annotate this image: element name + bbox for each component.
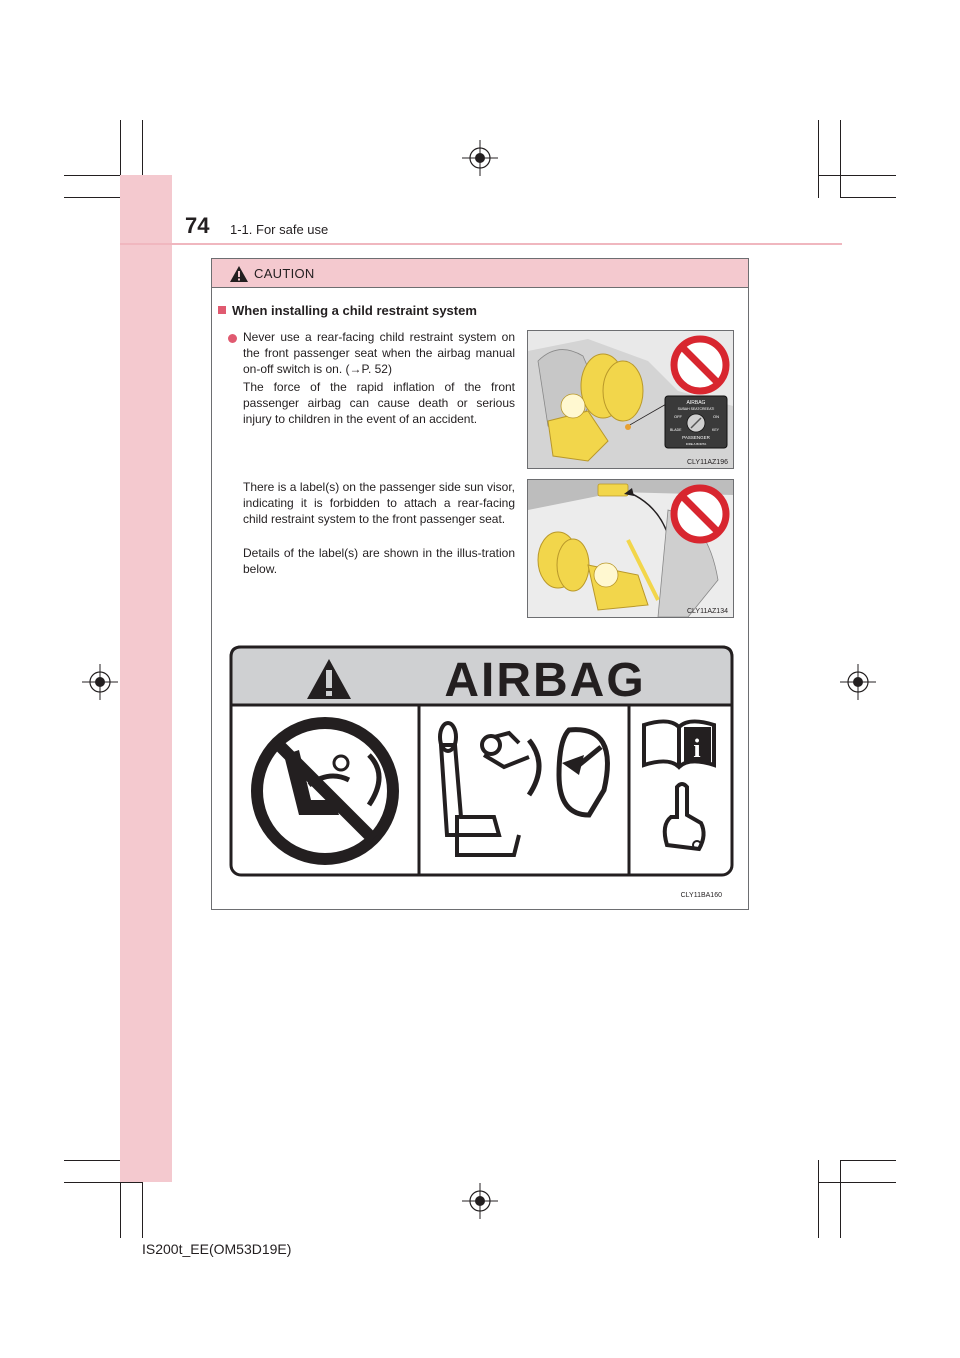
airbag-switch-illustration bbox=[527, 330, 734, 469]
header-divider bbox=[120, 243, 842, 245]
square-bullet-icon bbox=[218, 306, 226, 314]
svg-text:BLADE: BLADE bbox=[670, 428, 682, 432]
airbag-switch-drawing bbox=[528, 331, 733, 468]
svg-text:AIRBAG: AIRBAG bbox=[686, 400, 706, 406]
page-number: 74 bbox=[185, 213, 210, 238]
sun-visor-illustration bbox=[527, 479, 734, 618]
airbag-label-title: AIRBAG bbox=[444, 654, 646, 707]
prohibition-icon bbox=[674, 488, 726, 540]
caution-header bbox=[212, 259, 748, 288]
no-rear-facing-child-seat-icon bbox=[257, 723, 393, 859]
figure-code: CLY11AZ134 bbox=[687, 608, 728, 615]
caution-paragraph: The force of the rapid inflation of the front passenger airbag can cause death or serious injury to children in the event of an accident. bbox=[243, 380, 515, 426]
registration-mark-icon bbox=[462, 1183, 498, 1219]
svg-text:SUBAH SEATCREEATI: SUBAH SEATCREEATI bbox=[677, 407, 715, 411]
svg-text:KEY: KEY bbox=[712, 428, 720, 432]
caution-paragraph: Never use a rear-facing child restraint system on the front passenger seat when the airbag manual on-off switch is on. (→P. 52) bbox=[243, 330, 515, 376]
figure-code: CLY11AZ196 bbox=[687, 459, 728, 466]
registration-mark-icon bbox=[462, 140, 498, 176]
prohibition-icon bbox=[674, 339, 726, 391]
warning-triangle-icon bbox=[229, 265, 249, 283]
registration-mark-icon bbox=[82, 664, 118, 700]
svg-text:OFF: OFF bbox=[674, 414, 682, 419]
caution-heading: When installing a child restraint system bbox=[218, 303, 477, 318]
airbag-warning-label bbox=[229, 645, 734, 877]
round-bullet-icon bbox=[228, 334, 237, 343]
sun-visor-drawing bbox=[528, 480, 733, 617]
caution-paragraph: Details of the label(s) are shown in the illus-tration below. bbox=[243, 546, 515, 576]
caution-box bbox=[211, 258, 749, 910]
svg-text:DIRE A BORTA: DIRE A BORTA bbox=[685, 442, 707, 446]
side-tab-band bbox=[120, 175, 172, 1182]
caution-paragraph: There is a label(s) on the passenger side sun visor, indicating it is forbidden to attach a rear-facing child restraint system to the front passenger seat. bbox=[243, 480, 515, 526]
owners-manual-icon bbox=[644, 721, 714, 767]
svg-text:i: i bbox=[693, 734, 701, 763]
section-title: 1-1. For safe use bbox=[230, 222, 329, 237]
svg-text:ON: ON bbox=[713, 414, 719, 419]
footer-document-code: IS200t_EE(OM53D19E) bbox=[142, 1241, 292, 1257]
svg-text:PASSENGER: PASSENGER bbox=[682, 435, 710, 440]
label-figure-code: CLY11BA160 bbox=[680, 892, 722, 899]
caution-label: CAUTION bbox=[254, 266, 315, 281]
registration-mark-icon bbox=[840, 664, 876, 700]
